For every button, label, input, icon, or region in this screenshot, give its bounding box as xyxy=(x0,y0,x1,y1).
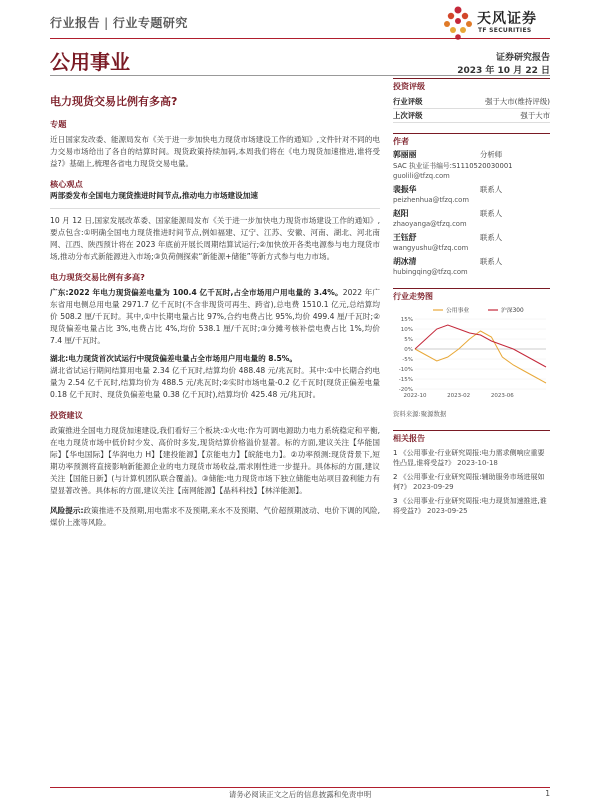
logo-name: 天风证券 xyxy=(477,11,537,27)
topic-section xyxy=(50,118,380,170)
report-title: 电力现货交易比例有多高? xyxy=(50,95,178,108)
topic-heading: 专题 xyxy=(50,119,67,129)
investment-section xyxy=(50,409,380,497)
author-email[interactable]: peizhenhua@tfzq.com xyxy=(393,196,469,204)
title-divider xyxy=(50,75,550,76)
author-name: 裴振华 xyxy=(393,184,417,194)
guangdong-text: 2022 年广东省用电侧总用电量 2971.7 亿千瓦时(不含非现货可再生、跨省),总电费 1510.1 亿元,总结算均价 508.2 厘/千瓦时。其中,①中长期电量占比 97%,合约电费占比 95%,均价 499.4 厘/千瓦时;②现货偏差电量占比 3%,电费占比 4%,均价 538.1 厘/千瓦时;③分摊考核补偿电费占比 1%,均价 7.4 厘/千瓦时。 xyxy=(50,288,380,345)
y-tick-label: 10% xyxy=(400,326,413,333)
last-rating-value: 强于大市 xyxy=(520,111,550,120)
author-name: 王钰舒 xyxy=(393,232,417,242)
author-name: 郭丽丽 xyxy=(393,150,417,159)
report-type: 证券研究报告 xyxy=(495,53,550,63)
related-report-title: 2 《公用事业-行业研究周报:辅助服务市场进展如何?》 xyxy=(393,472,545,491)
divider xyxy=(50,208,380,209)
author-card xyxy=(393,233,550,254)
logo-mark-icon xyxy=(443,6,473,40)
legend-label: 公用事业 xyxy=(446,307,470,314)
trend-chart xyxy=(393,305,550,407)
y-tick-label: 0% xyxy=(404,346,413,353)
y-tick-label: -10% xyxy=(398,366,413,373)
related-heading: 相关报告 xyxy=(393,430,550,444)
author-name: 赵阳 xyxy=(393,208,409,218)
author-card xyxy=(393,257,550,278)
related-report-title: 3 《公用事业-行业研究周报:电力现货加速推进,谁将受益?》 xyxy=(393,496,547,515)
header-divider xyxy=(50,38,550,39)
author-email[interactable]: guolili@tfzq.com xyxy=(393,172,450,180)
author-role: 联系人 xyxy=(480,256,503,266)
ratio-heading: 电力现货交易比例有多高? xyxy=(50,272,145,282)
rating-heading: 投资评级 xyxy=(393,78,550,92)
author-cert: SAC 执业证书编号:S1110520030001 xyxy=(393,161,513,170)
topic-text: 近日国家发改委、能源局发布《关于进一步加快电力现货市场建设工作的通知》,文件针对不同的电力交易市场给出了各自的结算时间。现货政策持续加码,本周我们将在《电力现货加速推进,谁将受益?》基础上,梳理各省电力现货交易电量。 xyxy=(50,135,380,168)
industry-rating-label: 行业评级 xyxy=(393,97,423,106)
author-card xyxy=(393,209,550,230)
author-role: 分析师 xyxy=(480,150,503,159)
y-tick-label: 15% xyxy=(400,316,413,323)
author-email[interactable]: zhaoyanga@tfzq.com xyxy=(393,220,467,228)
chart-source: 资料来源:聚源数据 xyxy=(393,409,447,418)
author-card xyxy=(393,150,550,182)
author-list xyxy=(393,150,550,278)
main-body xyxy=(50,118,380,537)
header-tag xyxy=(50,14,188,31)
legend-label: 沪深300 xyxy=(501,307,524,314)
related-list xyxy=(393,448,550,517)
page-number: 1 xyxy=(545,789,550,798)
investment-heading: 投资建议 xyxy=(50,410,83,420)
sidebar xyxy=(393,78,550,520)
report-date: 2023 年 10 月 22 日 xyxy=(457,66,550,76)
author-card xyxy=(393,185,550,206)
y-tick-label: -20% xyxy=(398,386,413,393)
x-tick-label: 2022-10 xyxy=(403,392,427,399)
guangdong-lead: 广东:2022 年电力现货偏差电量为 100.4 亿千瓦时,占全市场用户用电量的 3.4%。 xyxy=(50,288,343,297)
author-name: 胡冰清 xyxy=(393,256,417,266)
investment-text: 政策推进全国电力现货加速建设,我们看好三个板块:①火电:作为可调电源助力电力系统稳定和平衡,在电力现货市场中低价时少发、高价时多发,现货结算价格溢价显著。标的方面,建议关注【华能国际】【华电国际】【华润电力 H】【建投能源】【京能电力】【皖能电力】。②功率预测:现货背景下,短期功率预测将直接影响新能源企业的电力现货市场收益,需求刚性进一步提升。具体标的方面,建议关注【国能日新】(与计算机团队联合覆盖)。③储能:电力现货市场下独立储能电站项目盈利能力有望显著改善。具体标的方面,建议关注【南网能源】【晶科科技】【林洋能源】。 xyxy=(50,426,380,495)
last-rating-label: 上次评级 xyxy=(393,111,423,120)
risk-text: 政策推进不及预期,用电需求不及预期,来水不及预期、气价超预期波动、电价下调的风险,煤价上涨等风险。 xyxy=(50,506,380,527)
report-category: 行业报告 xyxy=(50,16,101,30)
author-role: 联系人 xyxy=(480,208,503,218)
core-text: 10 月 12 日,国家发展改革委、国家能源局发布《关于进一步加快电力现货市场建设工作的通知》,要点包含:①明确全国电力现货推进时间节点,例如福建、辽宁、江苏、安徽、河南、湖北、河北南网、江西、陕西预计将在 2023 年底前开展长周期结算试运行;②加快放开各类电源参与电力现货市场,推动分布式新能源进入市场;③负荷侧探索“新能源+储能”等新方式参与电力市场。 xyxy=(50,216,380,261)
risk-section xyxy=(50,505,380,529)
author-email[interactable]: hubingqing@tfzq.com xyxy=(393,268,468,276)
hubei-lead: 湖北:电力现货首次试运行中现货偏差电量占全市场用户用电量的 8.5%。 xyxy=(50,354,297,363)
trend-heading: 行业走势图 xyxy=(393,288,550,302)
core-heading: 核心观点 xyxy=(50,179,83,189)
industry-title: 公用事业 xyxy=(50,50,130,74)
related-report-date: 2023-09-29 xyxy=(412,483,454,491)
footer-disclaimer: 请务必阅读正文之后的信息披露和免责申明 xyxy=(228,790,372,799)
last-rating-row xyxy=(393,109,550,123)
y-tick-label: 5% xyxy=(404,336,413,343)
related-report-item[interactable] xyxy=(393,448,550,469)
related-report-title: 1 《公用事业-行业研究周报:电力需求侧响应重要性凸显,谁将受益?》 xyxy=(393,448,545,467)
authors-heading: 作者 xyxy=(393,133,550,147)
report-subcategory: 行业专题研究 xyxy=(112,16,188,30)
author-role: 联系人 xyxy=(480,232,503,242)
industry-rating-value: 强于大市(维持评级) xyxy=(485,97,550,106)
author-role: 联系人 xyxy=(480,184,503,194)
hubei-text: 湖北省试运行期间结算用电量 2.34 亿千瓦时,结算均价 488.48 元/兆瓦时。其中:①中长期合约电量为 2.54 亿千瓦时,结算均价为 488.5 元/兆瓦时;②实时市场电量-0.2 亿千瓦时(现货正偏差电量 0.18 亿千瓦时、现货负偏差电量 0.38 亿千瓦时),结算均价 425.48 元/兆瓦时。 xyxy=(50,366,380,399)
x-tick-label: 2023-06 xyxy=(490,392,514,399)
related-report-item[interactable] xyxy=(393,472,550,493)
core-section xyxy=(50,178,380,263)
header-separator: | xyxy=(104,16,109,30)
logo-subtitle: TF SECURITIES xyxy=(478,27,532,34)
industry-rating-row xyxy=(393,95,550,109)
core-lead: 两部委发布全国电力现货推进时间节点,推动电力市场建设加速 xyxy=(50,191,258,200)
y-tick-label: -15% xyxy=(398,376,413,383)
related-report-date: 2023-09-25 xyxy=(426,507,468,515)
y-tick-label: -5% xyxy=(402,356,413,363)
x-tick-label: 2023-02 xyxy=(447,392,471,399)
related-report-item[interactable] xyxy=(393,496,550,517)
brand-logo xyxy=(443,6,553,42)
related-report-date: 2023-10-18 xyxy=(457,459,498,467)
author-email[interactable]: wangyushu@tfzq.com xyxy=(393,244,469,252)
risk-heading: 风险提示: xyxy=(50,506,84,515)
trend-chart-svg xyxy=(393,305,550,405)
footer-divider xyxy=(50,787,550,788)
ratio-section xyxy=(50,271,380,401)
